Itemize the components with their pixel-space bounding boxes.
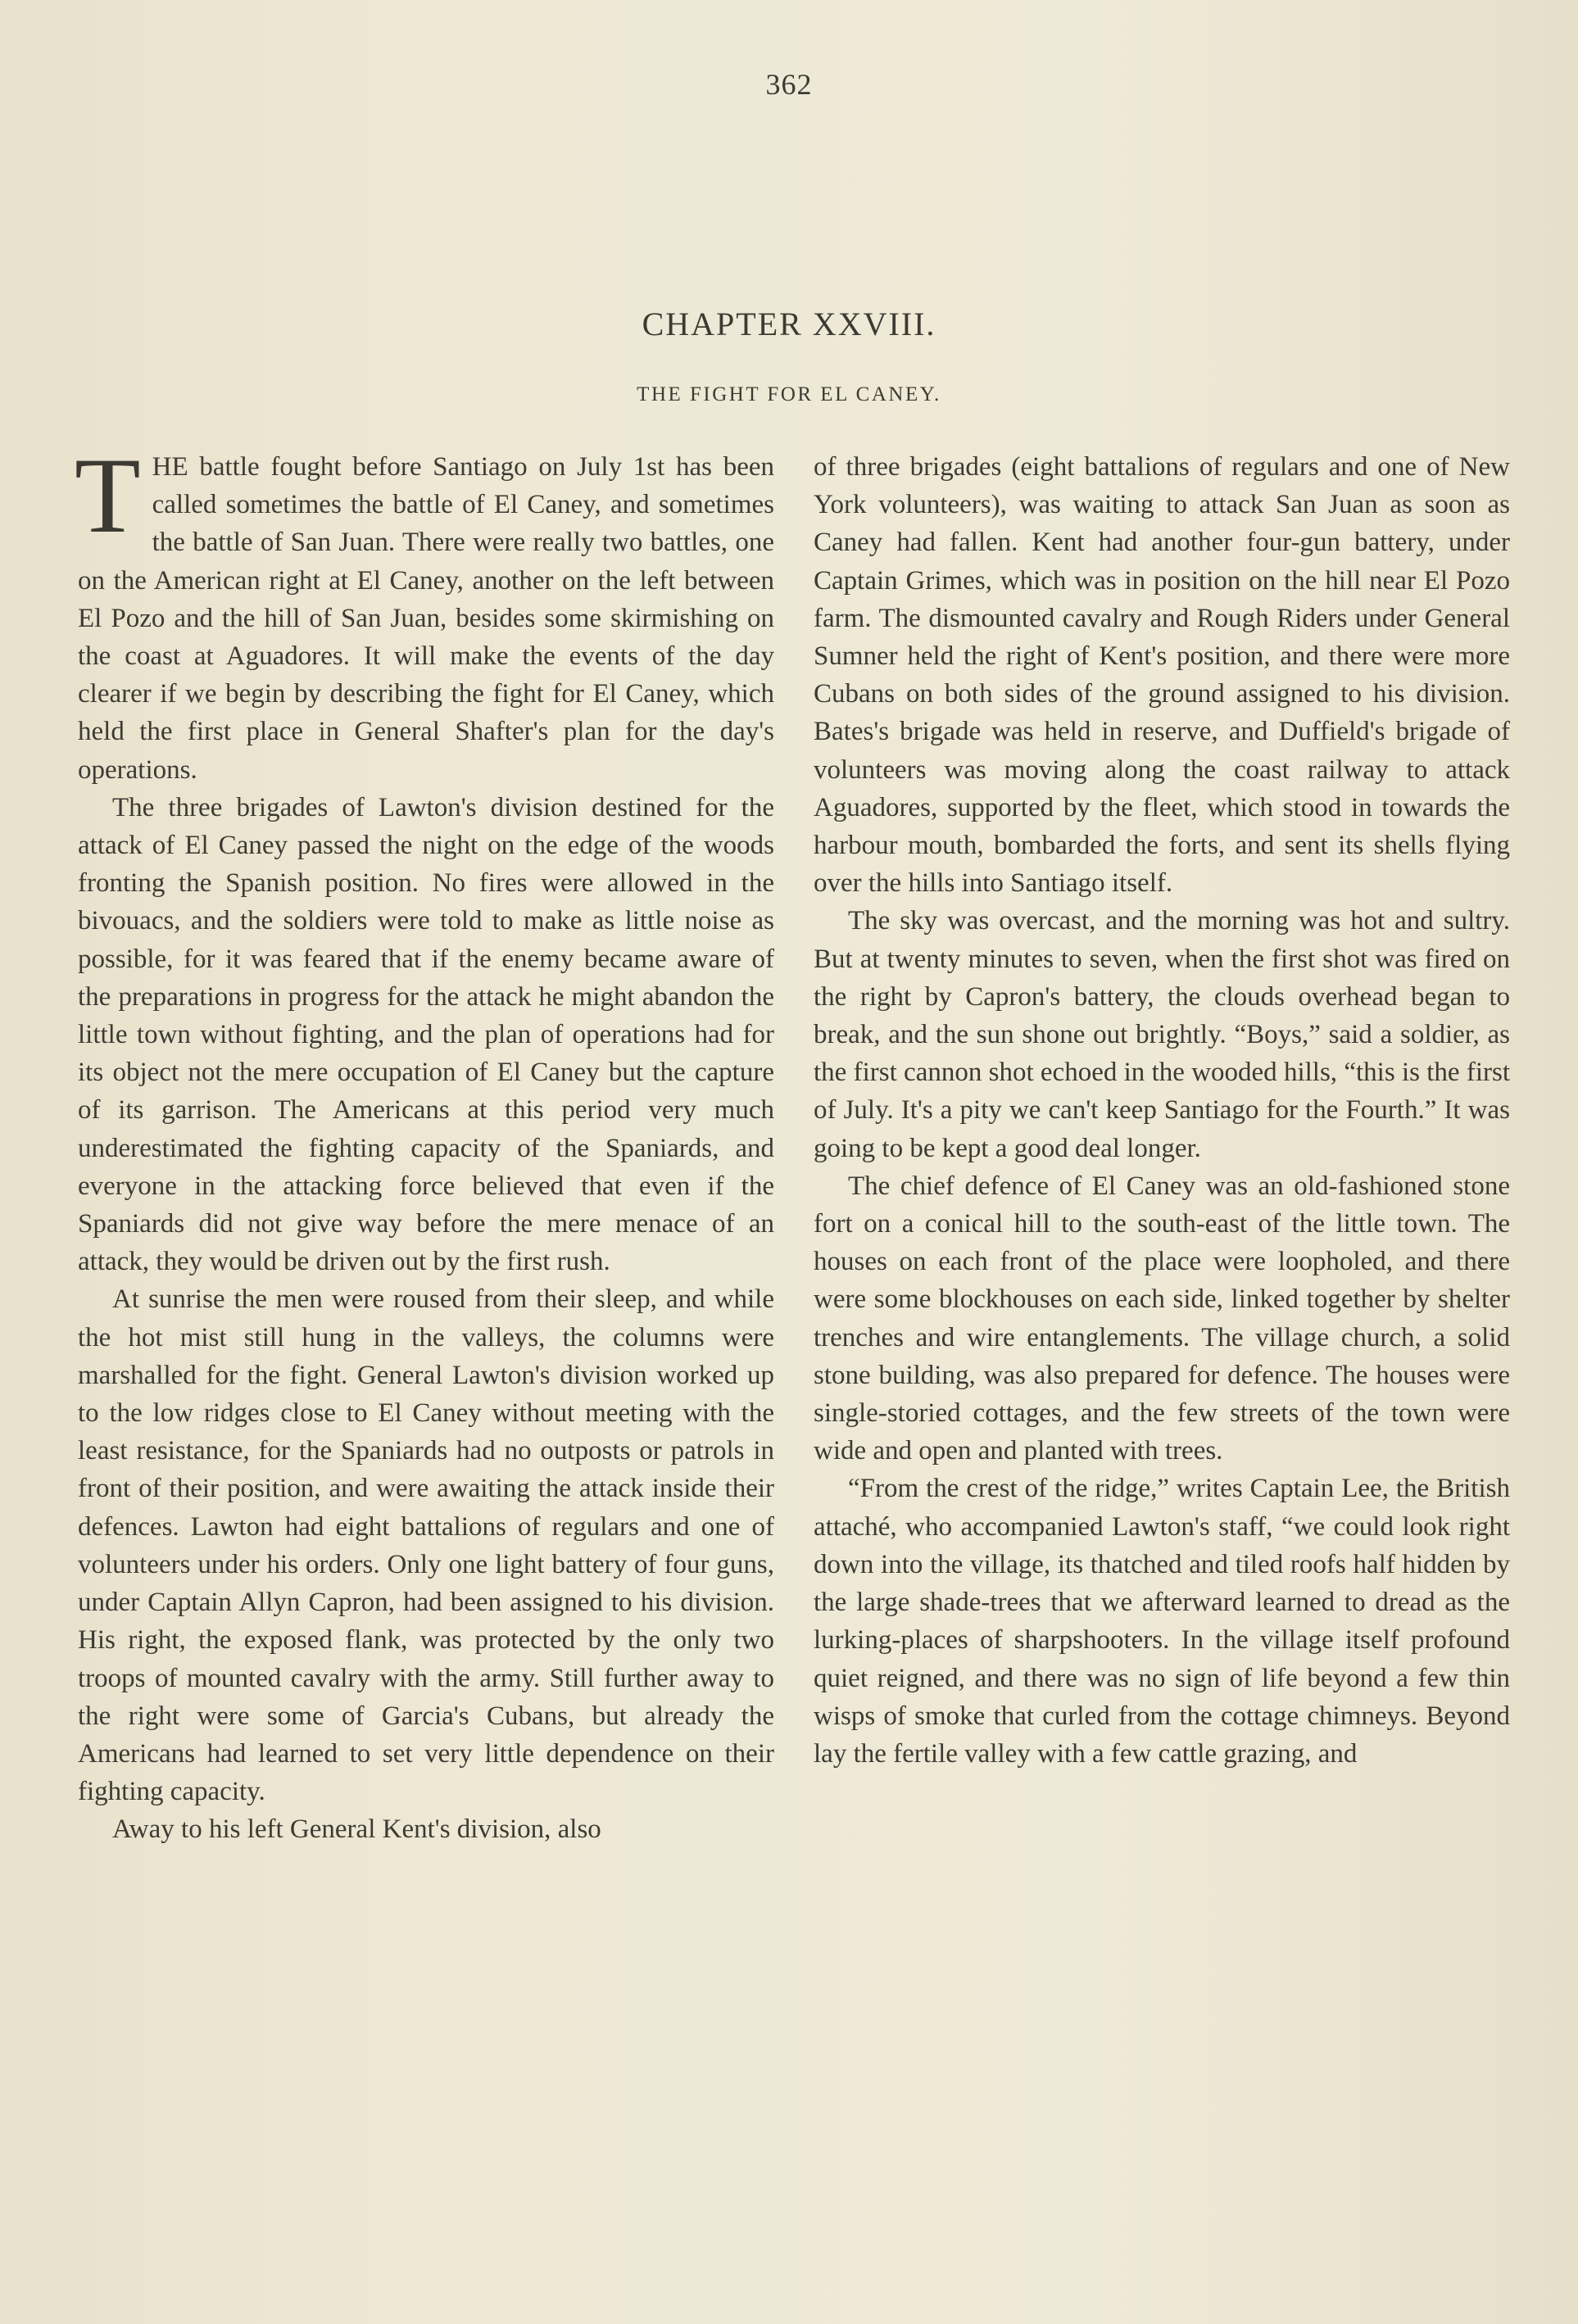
- paragraph-text: HE battle fought before Santiago on July 1st has been called sometimes the battle of El Caney, and sometimes the battle of San Juan. There were really two battles, one on the American right at El Caney, another on the left between El Pozo and the hill of San Juan, besides some skirmishing on the coast at Aguadores. It will make the events of the day clearer if we begin by describing the fight for El Caney, which held the first place in General Shafter's plan for the day's operations.: [78, 452, 774, 785]
- paragraph: Away to his left General Kent's division, also: [112, 1814, 601, 1845]
- right-column: [814, 448, 1510, 1773]
- paragraph: At sunrise the men were roused from their sleep, and while the hot mist still hung in the valleys, the columns were marshalled for the fight. General Lawton's division worked up to the low ridges close to El Caney without meeting with the least resistance, for the Spaniards had no outposts or patrols in front of their position, and were awaiting the attack inside their defences. Lawton had eight battalions of regulars and one of volunteers under his orders. Only one light battery of four guns, under Captain Allyn Capron, had been assigned to his division. His right, the exposed flank, was protected by the only two troops of mounted cavalry with the army. Still further away to the right were some of Garcia's Cubans, but already the Americans had learned to set very little dependence on their fighting capacity.: [78, 1284, 774, 1807]
- paragraph: The chief defence of El Caney was an old-fashioned stone fort on a conical hill to the south-east of the little town. The houses on each front of the place were loopholed, and there were some blockhouses on each side, linked together by shelter trenches and wire entanglements. The village church, a solid stone building, was also prepared for defence. The houses were single-storied cottages, and the few streets of the town were wide and open and planted with trees.: [814, 1171, 1510, 1466]
- paragraph: [75, 435, 774, 789]
- paragraph: The sky was overcast, and the morning was hot and sultry. But at twenty minutes to seven, when the first shot was fired on the right by Capron's battery, the clouds overhead began to break, and the sun shone out brightly. “Boys,” said a soldier, as the first cannon shot echoed in the wooded hills, “this is the first of July. It's a pity we can't keep Santiago for the Fourth.” It was going to be kept a good deal longer.: [814, 906, 1510, 1163]
- page-number: 362: [765, 68, 813, 101]
- drop-cap: T: [75, 435, 141, 555]
- chapter-subtitle: THE FIGHT FOR EL CANEY.: [637, 383, 941, 405]
- left-column: [75, 435, 774, 1849]
- paragraph: of three brigades (eight battalions of regulars and one of New York volunteers), was waiting to attack San Juan as soon as Caney had fallen. Kent had another four-gun battery, under Captain Grimes, which was in position on the hill near El Pozo farm. The dismounted cavalry and Rough Riders under General Sumner held the right of Kent's position, and there were more Cubans on both sides of the ground assigned to his division. Bates's brigade was held in reserve, and Duffield's brigade of volunteers was moving along the coast railway to attack Aguadores, supported by the fleet, which stood in towards the harbour mouth, bombarded the forts, and sent its shells flying over the hills into Santiago itself.: [814, 452, 1510, 899]
- paragraph: “From the crest of the ridge,” writes Captain Lee, the British attaché, who accompanied Lawton's staff, “we could look right down into the village, its thatched and tiled roofs half hidden by the large shade-trees that we afterward learned to dread as the lurking-places of sharpshooters. In the village itself profound quiet reigned, and there was no sign of life beyond a few thin wisps of smoke that curled from the cottage chimneys. Beyond lay the fertile valley with a few cattle grazing, and: [814, 1474, 1510, 1769]
- chapter-title: CHAPTER XXVIII.: [642, 306, 936, 342]
- paragraph: The three brigades of Lawton's division destined for the attack of El Caney passed the night on the edge of the woods fronting the Spanish position. No fires were allowed in the bivouacs, and the soldiers were told to make as little noise as possible, for it was feared that if the enemy became aware of the preparations in progress for the attack he might abandon the little town without fighting, and the plan of operations had for its object not the mere occupation of El Caney but the capture of its garrison. The Americans at this period very much underestimated the fighting capacity of the Spaniards, and everyone in the attacking force believed that even if the Spaniards did not give way before the mere menace of an attack, they would be driven out by the first rush.: [78, 792, 774, 1277]
